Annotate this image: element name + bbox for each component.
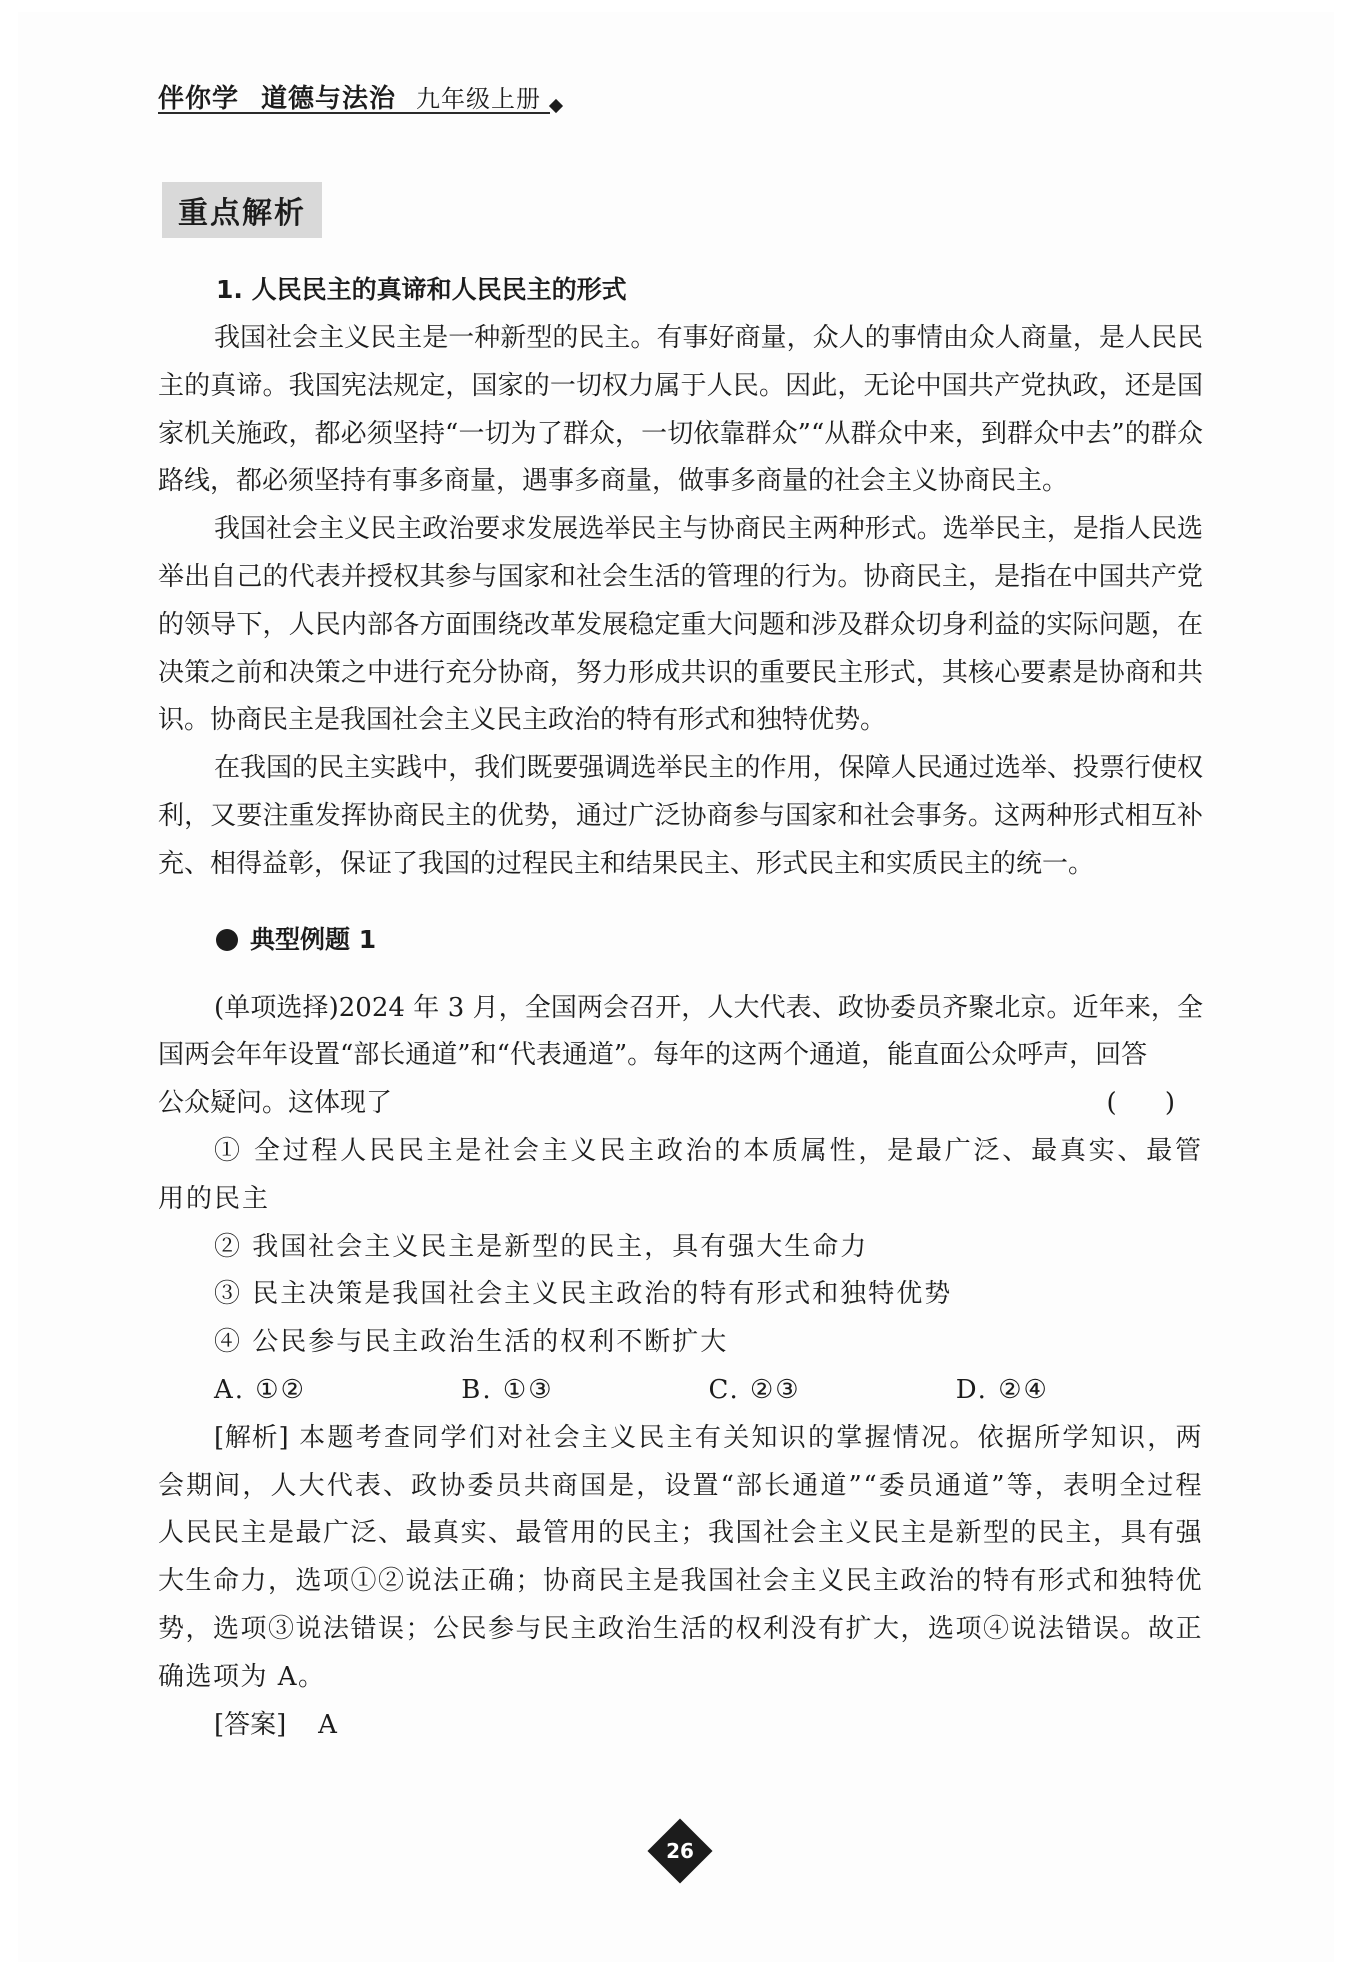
- example-heading-label: 典型例题 1: [250, 924, 377, 954]
- paragraph: 我国社会主义民主政治要求发展选举民主与协商民主两种形式。选举民主，是指人民选举出自己的代表并授权其参与国家和社会生活的管理的行为。协商民主，是指在中国共产党的领导下，人民内部各方面围绕改革发展稳定重大问题和涉及群众切身利益的实际问题，在决策之前和决策之中进行充分协商，努力形成共识的重要民主形式，其核心要素是协商和共识。协商民主是我国社会主义民主政治的特有形式和独特优势。: [158, 514, 1203, 736]
- paragraph: 我国社会主义民主是一种新型的民主。有事好商量，众人的事情由众人商量，是人民民主的真谛。我国宪法规定，国家的一切权力属于人民。因此，无论中国共产党执政，还是国家机关施政，都必须坚持“一切为了群众，一切依靠群众”“从群众中来，到群众中去”的群众路线，都必须坚持有事多商量，遇事多商量，做事多商量的社会主义协商民主。: [158, 323, 1203, 497]
- paragraph: 在我国的民主实践中，我们既要强调选举民主的作用，保障人民通过选举、投票行使权利，又要注重发挥协商民主的优势，通过广泛协商参与国家和社会事务。这两种形式相互补充、相得益彰，保证了我国的过程民主和结果民主、形式民主和实质民主的统一。: [158, 753, 1203, 879]
- header-rule: [158, 112, 550, 114]
- question-text-end: 公众疑问。这体现了: [158, 1088, 393, 1119]
- option-item: ③ 民主决策是我国社会主义民主政治的特有形式和独特优势: [214, 1279, 953, 1310]
- answer-blank: ( ): [1106, 1088, 1195, 1119]
- answer-block: [158, 1702, 1203, 1750]
- analysis-label: [解析]: [214, 1422, 289, 1453]
- choice-b: B. ①③: [461, 1374, 554, 1405]
- option-item: ② 我国社会主义民主是新型的民主，具有强大生命力: [214, 1231, 869, 1262]
- header-brand: 伴你学: [158, 84, 240, 114]
- running-header: [158, 78, 561, 115]
- diamond-icon: [549, 99, 563, 113]
- analysis-text: 本题考查同学们对社会主义民主有关知识的掌握情况。依据所学知识，两会期间，人大代表、政协委员共商国是，设置“部长通道”“委员通道”等，表明全过程人民民主是最广泛、最真实、最管用的民主；我国社会主义民主是新型的民主，具有强大生命力，选项①②说法正确；协商民主是我国社会主义民主政治的特有形式和独特优势，选项③说法错误；公民参与民主政治生活的权利没有扩大，选项④说法错误。故正确选项为 A。: [158, 1422, 1204, 1692]
- option-item: ① 全过程人民民主是社会主义民主政治的本质属性，是最广泛、最真实、最管用的民主: [158, 1135, 1204, 1214]
- header-subject: 道德与法治: [261, 84, 397, 114]
- analysis-block: [158, 1415, 1203, 1702]
- bullet-icon: [216, 929, 238, 951]
- main-content: [158, 265, 1203, 1749]
- example-heading: [158, 915, 1203, 965]
- choice-c: C. ②③: [708, 1374, 801, 1405]
- choice-d: D. ②④: [955, 1374, 1049, 1405]
- question-text: (单项选择)2024 年 3 月，全国两会召开，人大代表、政协委员齐聚北京。近年来，全国两会年年设置“部长通道”和“代表通道”。每年的这两个通道，能直面公众呼声，回答: [158, 992, 1203, 1071]
- answer-value: A: [318, 1709, 339, 1740]
- page-number: 26: [666, 1839, 694, 1863]
- choice-a: A. ①②: [214, 1374, 306, 1405]
- question-last-line: [158, 1080, 1203, 1128]
- section-title: 重点解析: [162, 182, 322, 238]
- option-item: ④ 公民参与民主政治生活的权利不断扩大: [214, 1327, 729, 1358]
- header-grade: 九年级上册: [416, 85, 542, 113]
- topic-heading: 1. 人民民主的真谛和人民民主的形式: [216, 275, 627, 304]
- answer-label: [答案]: [214, 1709, 287, 1740]
- answer-choices: [158, 1367, 1203, 1415]
